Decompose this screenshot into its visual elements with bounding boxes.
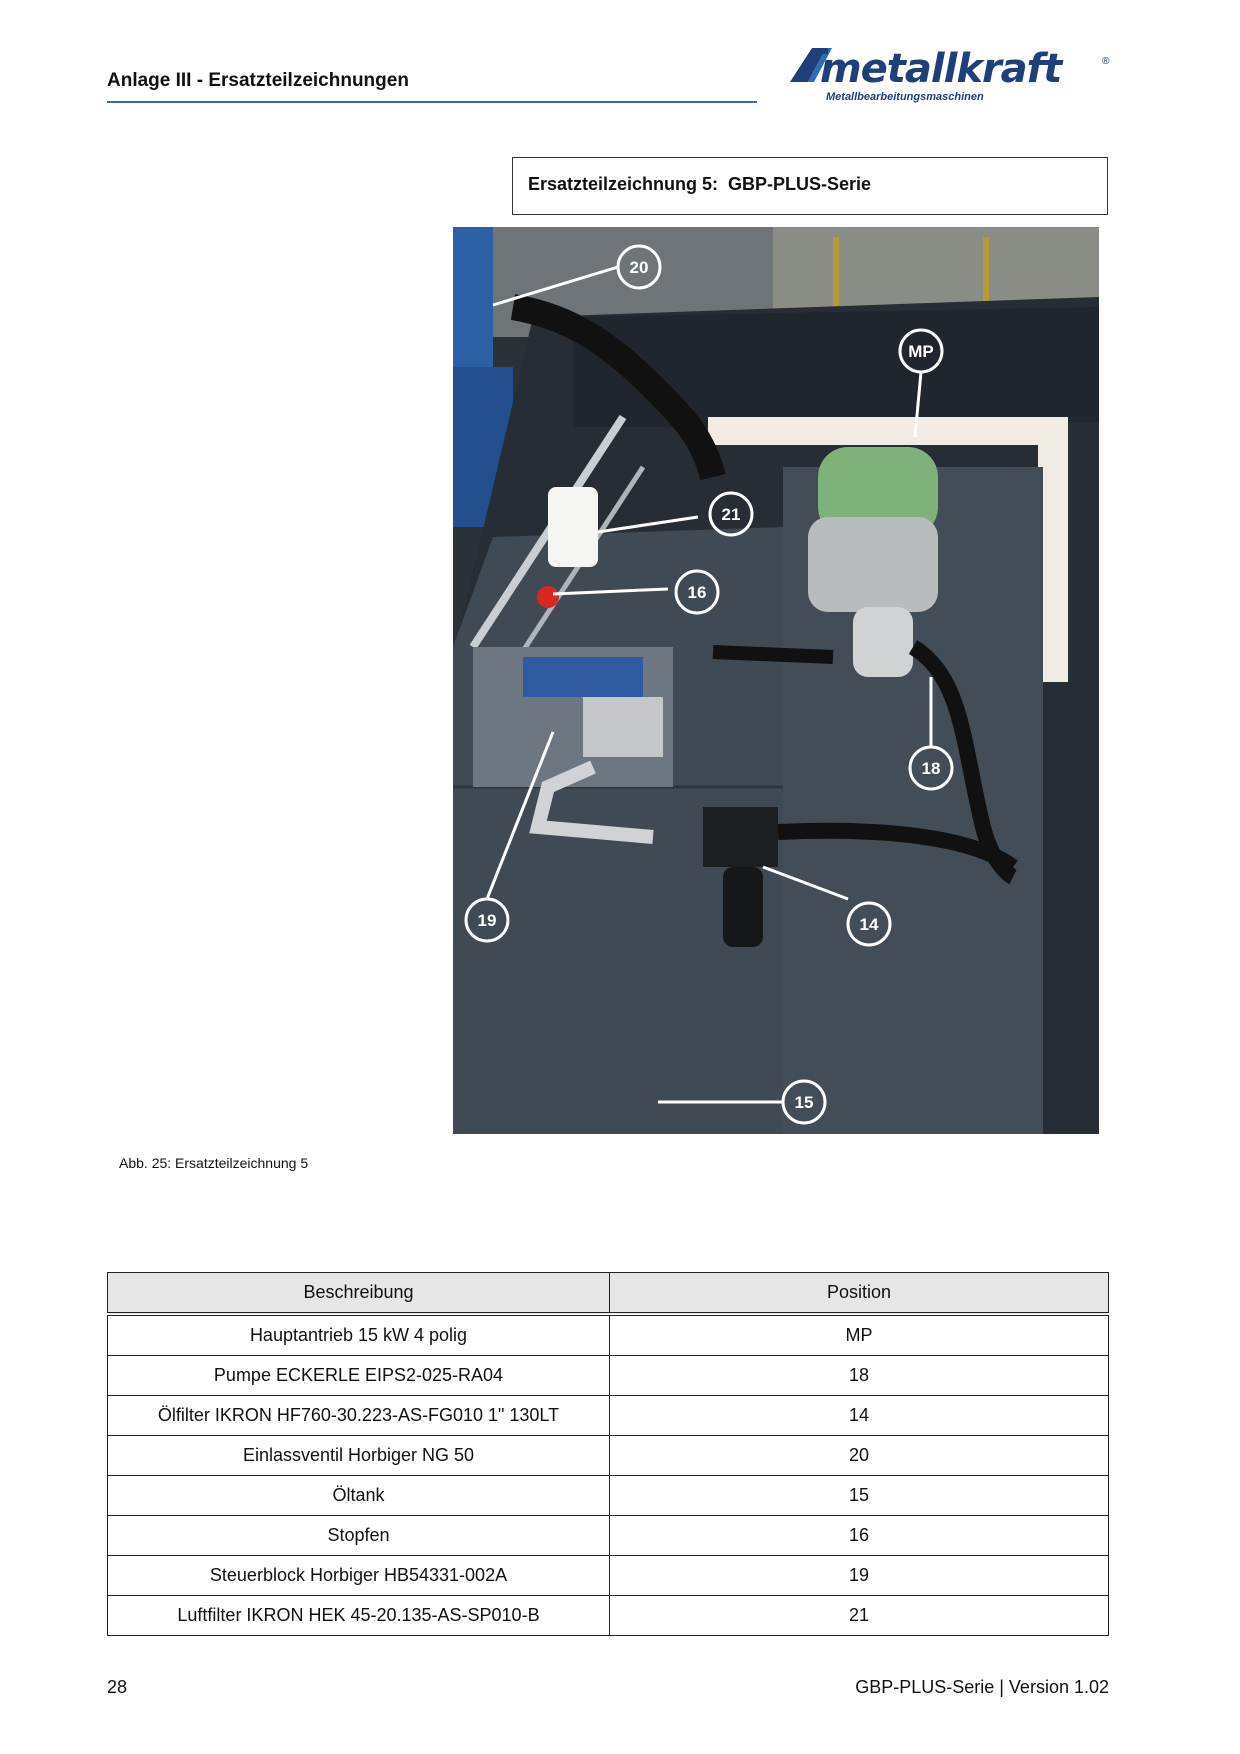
table-cell-position: 16 [610, 1516, 1109, 1556]
table-cell-description: Hauptantrieb 15 kW 4 polig [108, 1314, 610, 1356]
table-row [108, 1556, 1109, 1596]
table-row [108, 1314, 1109, 1356]
photo-label-16: 16 [687, 583, 707, 602]
document-version: GBP-PLUS-Serie | Version 1.02 [855, 1677, 1109, 1697]
table-row [108, 1396, 1109, 1436]
photo-label-21: 21 [721, 505, 741, 524]
logo-wordmark: metallkraft [820, 46, 1062, 92]
table-cell-position: 14 [610, 1396, 1109, 1436]
column-header-position: Position [610, 1273, 1109, 1315]
table-cell-description: Steuerblock Horbiger HB54331-002A [108, 1556, 610, 1596]
table-cell-description: Luftfilter IKRON HEK 45-20.135-AS-SP010-B [108, 1596, 610, 1636]
table-cell-position: 20 [610, 1436, 1109, 1476]
page-header-title: Anlage III - Ersatzteilzeichnungen [107, 70, 409, 91]
table-cell-description: Stopfen [108, 1516, 610, 1556]
photo-label-mp: MP [908, 342, 934, 361]
hydraulic-unit-photo [453, 227, 1099, 1134]
table-row [108, 1476, 1109, 1516]
logo-subtitle: Metallbearbeitungsmaschinen [826, 91, 984, 103]
header-rule [107, 101, 757, 103]
table-cell-description: Ölfilter IKRON HF760-30.223-AS-FG010 1" 130LT [108, 1396, 610, 1436]
table-row [108, 1516, 1109, 1556]
photo-label-20: 20 [629, 258, 649, 277]
photo-label-19: 19 [477, 911, 497, 930]
page-number: 28 [107, 1677, 128, 1697]
table-row [108, 1596, 1109, 1636]
table-cell-position: 15 [610, 1476, 1109, 1516]
table-cell-description: Einlassventil Horbiger NG 50 [108, 1436, 610, 1476]
table-cell-description: Pumpe ECKERLE EIPS2-025-RA04 [108, 1356, 610, 1396]
photo-label-15: 15 [794, 1093, 814, 1112]
table-cell-description: Öltank [108, 1476, 610, 1516]
table-cell-position: 18 [610, 1356, 1109, 1396]
table-cell-position: MP [610, 1314, 1109, 1356]
parts-table [107, 1272, 1109, 1636]
table-header-row [108, 1273, 1109, 1315]
photo-label-18: 18 [921, 759, 941, 778]
drawing-caption: Ersatzteilzeichnung 5: GBP-PLUS-Serie [528, 174, 872, 194]
column-header-beschreibung: Beschreibung [108, 1273, 610, 1315]
table-row [108, 1356, 1109, 1396]
table-row [108, 1436, 1109, 1476]
logo-registered-mark: ® [1102, 56, 1110, 67]
photo-label-14: 14 [859, 915, 879, 934]
table-cell-position: 19 [610, 1556, 1109, 1596]
table-cell-position: 21 [610, 1596, 1109, 1636]
figure-caption: Abb. 25: Ersatzteilzeichnung 5 [119, 1155, 309, 1171]
